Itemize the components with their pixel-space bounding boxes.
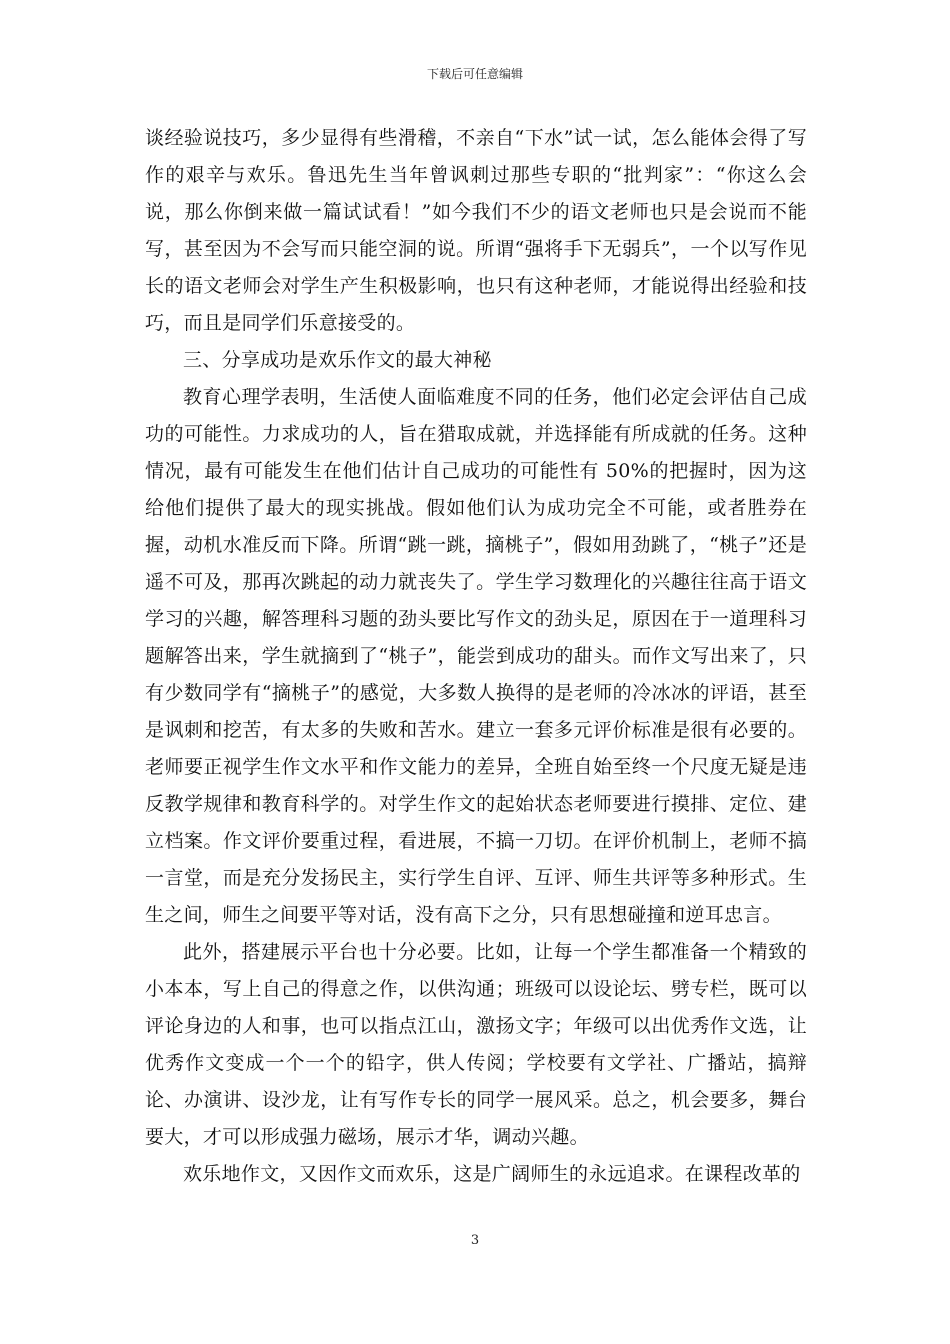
paragraph-closing: 欢乐地作文，又因作文而欢乐，这是广阔师生的永远追求。在课程改革的 — [183, 1163, 801, 1185]
paragraph-continuation: 谈经验说技巧，多少显得有些滑稽，不亲自“下水”试一试，怎么能体会得了写作的艰辛与欢乐。鲁迅先生当年曾讽刺过那些专职的“批判家”：“你这么会说，那么你倒来做一篇试试看！”如今我们不少的语文老师也只是会说而不能写，甚至因为不会写而只能空洞的说。所谓“强将手下无弱兵”，一个以写作见长的语文老师会对学生产生积极影响，也只有这种老师，才能说得出经验和技巧，而且是同学们乐意接受的。 — [145, 127, 807, 334]
paragraph-platform: 此外，搭建展示平台也十分必要。比如，让每一个学生都准备一个精致的小本本，写上自己的得意之作，以供沟通；班级可以设论坛、劈专栏，既可以评论身边的人和事，也可以指点江山，激扬文字；年级可以出优秀作文选，让优秀作文变成一个一个的铅字，供人传阅；学校要有文学社、广播站，搞辩论、办演讲、设沙龙，让有写作专长的同学一展风采。总之，机会要多，舞台要大，才可以形成强力磁场，展示才华，调动兴趣。 — [145, 941, 807, 1148]
paragraph-psychology: 教育心理学表明，生活使人面临难度不同的任务，他们必定会评估自己成功的可能性。力求成功的人，旨在猎取成就，并选择能有所成就的任务。这种情况，最有可能发生在他们估计自己成功的可能性有 50%的把握时，因为这给他们提供了最大的现实挑战。假如他们认为成功完全不可能，或者胜券在握，动机水准反而下降。所谓“跳一跳，摘桃子”，假如用劲跳了，“桃子”还是遥不可及，那再次跳起的动力就丧失了。学生学习数理化的兴趣往往高于语文学习的兴趣，解答理科习题的劲头要比写作文的劲头足，原因在于一道理科习题解答出来，学生就摘到了“桃子”，能尝到成功的甜头。而作文写出来了，只有少数同学有“摘桃子”的感觉，大多数人换得的是老师的冷冰冰的评语，甚至是讽刺和挖苦，有太多的失败和苦水。建立一套多元评价标准是很有必要的。老师要正视学生作文水平和作文能力的差异，全班自始至终一个尺度无疑是违反教学规律和教育科学的。对学生作文的起始状态老师要进行摸排、定位、建立档案。作文评价要重过程，看进展，不搞一刀切。在评价机制上，老师不搞一言堂，而是充分发扬民主，实行学生自评、互评、师生共评等多种形式。生生之间，师生之间要平等对话，没有高下之分，只有思想碰撞和逆耳忠言。 — [145, 386, 807, 926]
page-header: 下载后可任意编辑 — [426, 67, 523, 81]
document-body — [145, 120, 807, 1193]
section-heading: 三、分享成功是欢乐作文的最大神秘 — [183, 349, 492, 371]
page-number: 3 — [470, 1233, 480, 1248]
